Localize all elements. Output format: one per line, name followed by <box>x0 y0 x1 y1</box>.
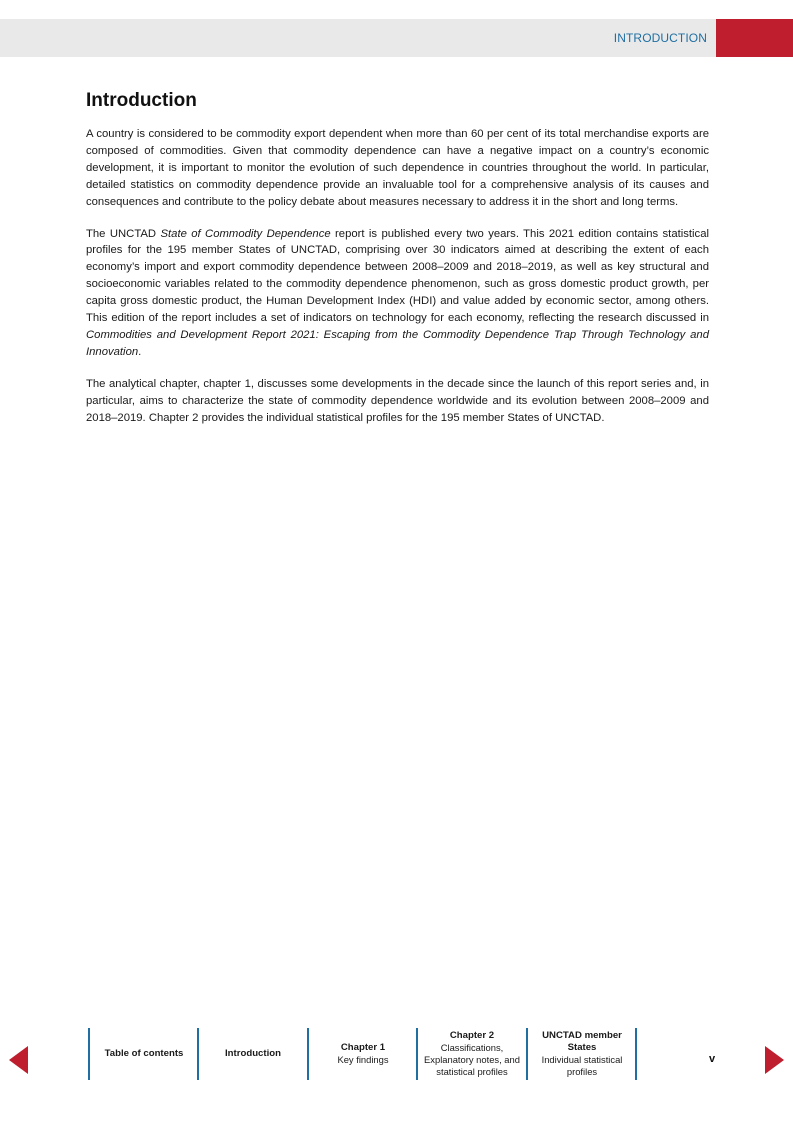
cited-report-italic: Commodities and Development Report 2021: Escaping from the Commodity Dependence Trap Through Technology and Innovation <box>86 328 709 358</box>
header-bar <box>0 19 716 57</box>
nav-divider <box>635 1028 637 1080</box>
tab-title: Chapter 1 <box>340 1042 386 1053</box>
paragraph-3: The analytical chapter, chapter 1, discusses some developments in the decade since the launch of this report series and, in particular, aims to characterize the state of commodity dependence worldwide and its evolution between 2008–2009 and 2018–2019. Chapter 2 provides the individual statistical profiles for the 195 member States of UNCTAD. <box>86 377 709 424</box>
tab-member-states[interactable] <box>528 1028 636 1080</box>
paragraph-2 <box>86 226 709 361</box>
tab-introduction[interactable] <box>199 1028 307 1080</box>
paragraph-2-part-a: The UNCTAD <box>86 227 161 240</box>
tab-subtitle: Individual statistical profiles <box>541 1054 623 1077</box>
tab-table-of-contents[interactable] <box>90 1028 198 1080</box>
report-title-italic: State of Commodity Dependence <box>160 227 331 240</box>
tab-title: UNCTAD member States <box>542 1030 622 1053</box>
body-text <box>86 126 709 442</box>
tab-title: Introduction <box>225 1048 281 1059</box>
tab-chapter-1[interactable] <box>309 1028 417 1080</box>
header-accent-block <box>716 19 793 57</box>
tab-title: Chapter 2 <box>449 1030 495 1041</box>
tab-subtitle: Classifications, Explanatory notes, and statistical profiles <box>424 1042 520 1077</box>
page-number: v <box>709 1053 716 1065</box>
page-title: Introduction <box>86 90 197 111</box>
next-page-arrow-icon[interactable] <box>765 1046 784 1074</box>
previous-page-arrow-icon[interactable] <box>9 1046 28 1074</box>
paragraph-2-part-e: . <box>138 345 142 358</box>
section-label: INTRODUCTION <box>613 31 707 45</box>
tab-title: Table of contents <box>104 1048 184 1059</box>
paragraph-1: A country is considered to be commodity export dependent when more than 60 per cent of its total merchandise exports are composed of commodities. Given that commodity dependence can have a negative impact on a country’s economic development, it is important to monitor the evolution of such dependence in countries throughout the world. In particular, detailed statistics on commodity dependence provide an invaluable tool for a comprehensive analysis of its causes and consequences and contribute to the policy debate about measures necessary to address it in the short and long terms. <box>86 128 709 208</box>
tab-subtitle: Key findings <box>337 1054 389 1065</box>
tab-chapter-2[interactable] <box>418 1028 526 1080</box>
paragraph-2-part-c: report is published every two years. This 2021 edition contains statistical profiles for the 195 member States of UNCTAD, comprising over 30 indicators aimed at describing the extent of each economy’s import and export commodity dependence between 2008–2009 and 2018–2019, as well as key structural and socioeconomic variables related to the commodity dependence phenomenon, such as gross domestic product growth, per capita gross domestic product, the Human Development Index (HDI) and value added by economic sector, among others. This edition of the report includes a set of indicators on technology for each economy, reflecting the research discussed in <box>86 227 709 325</box>
